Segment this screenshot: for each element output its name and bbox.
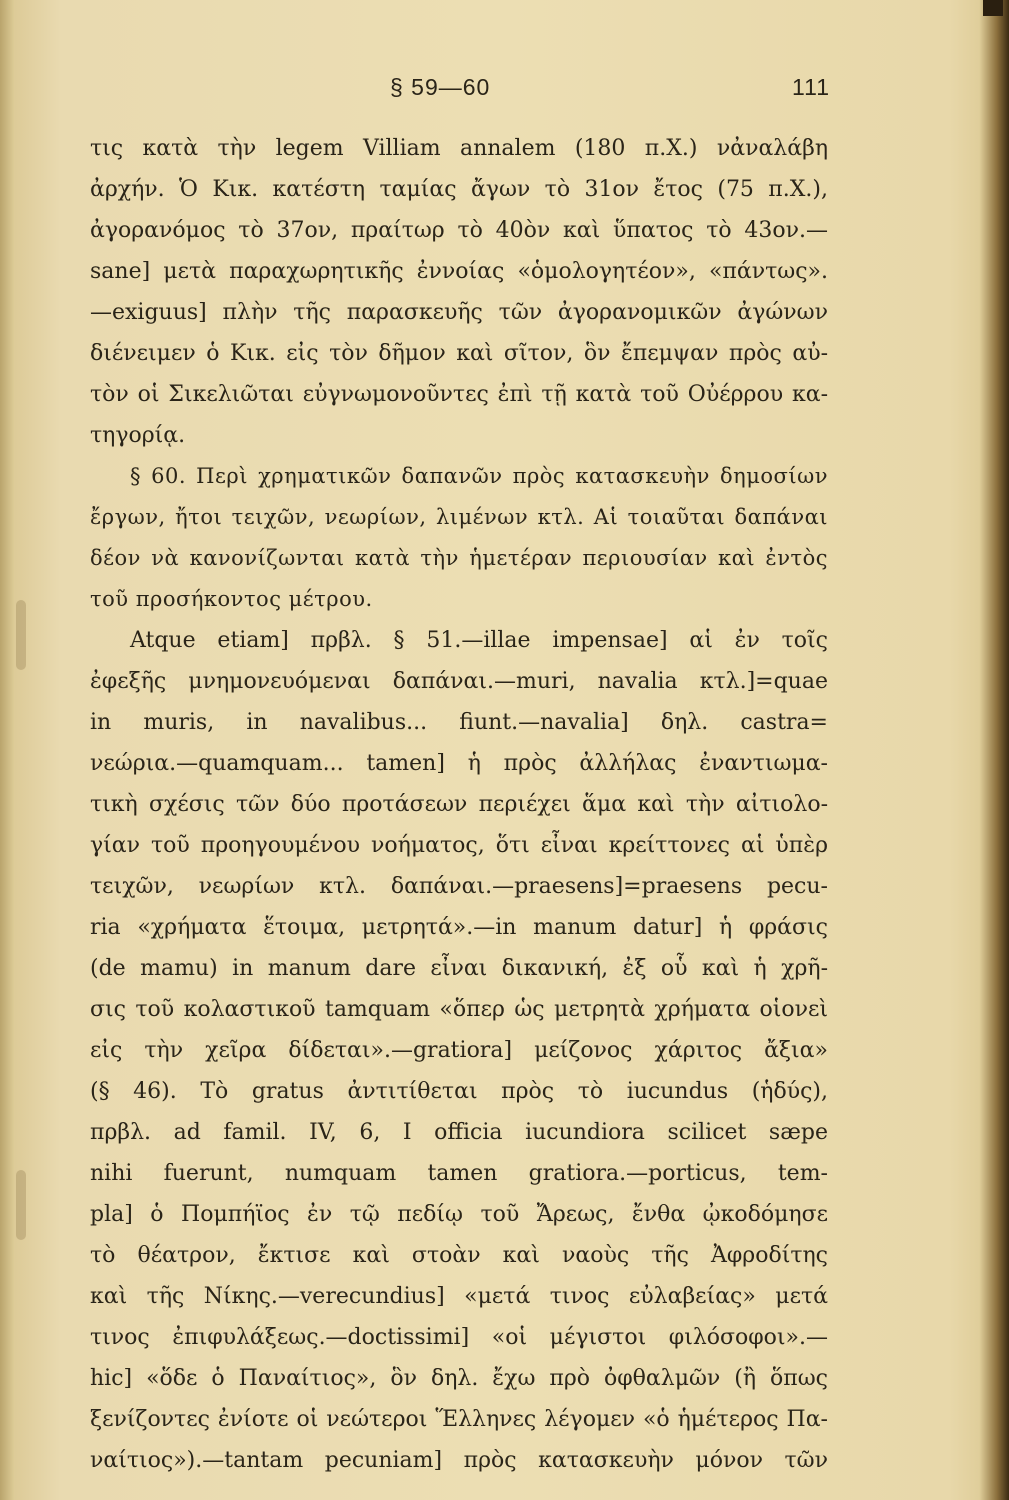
text-line: δέον νὰ κανονίζωνται κατὰ τὴν ἡμετέραν περιουσίαν καὶ ἐντὸς xyxy=(90,546,828,570)
text-line: τοῦ προσήκοντος μέτρου. xyxy=(90,587,373,611)
text-line: § 60. Περὶ χρηματικῶν δαπανῶν πρὸς κατασκευὴν δημοσίων xyxy=(130,464,828,488)
section-heading: § 59—60 xyxy=(390,74,491,100)
text-line: Atque etiam] πρβλ. § 51.—illae impensae] αἱ ἐν τοῖς xyxy=(130,628,828,653)
book-spine-edge xyxy=(979,0,1009,1500)
text-line: —exiguus] πλὴν τῆς παρασκευῆς τῶν ἀγορανομικῶν ἀγώνων xyxy=(90,300,828,325)
text-line: ria «χρήματα ἕτοιμα, μετρητά».—in manum datur] ἡ φράσις xyxy=(90,915,828,940)
text-line: διένειμεν ὁ Κικ. εἰς τὸν δῆμον καὶ σῖτον, ὃν ἔπεμψαν πρὸς αὐ- xyxy=(90,341,828,366)
binding-clip xyxy=(983,0,1003,16)
text-line: καὶ τῆς Νίκης.—verecundius] «μετά τινος εὐλαβείας» μετά xyxy=(90,1284,828,1309)
text-line: (de mamu) in manum dare εἶναι δικανική, ἐξ οὗ καὶ ἡ χρῆ- xyxy=(90,956,828,981)
text-line: τικὴ σχέσις τῶν δύο προτάσεων περιέχει ἅμα καὶ τὴν αἰτιολο- xyxy=(90,792,828,817)
running-header xyxy=(90,74,830,110)
text-line: ἀγορανόμος τὸ 37ον, πραίτωρ τὸ 40ὸν καὶ ὕπατος τὸ 43ον.— xyxy=(90,218,828,243)
text-line: τις κατὰ τὴν legem Villiam annalem (180 π.Χ.) νἀναλάβη xyxy=(90,136,828,161)
text-line: in muris, in navalibus... fiunt.—navalia] δηλ. castra= xyxy=(90,710,828,735)
text-line: (§ 46). Τὸ gratus ἀντιτίθεται πρὸς τὸ iucundus (ἡδύς), xyxy=(90,1079,828,1104)
text-line: hic] «ὅδε ὁ Παναίτιος», ὃν δηλ. ἔχω πρὸ ὀφθαλμῶν (ἢ ὅπως xyxy=(90,1366,828,1391)
text-line: ξενίζοντες ἐνίοτε οἱ νεώτεροι Ἕλληνες λέγομεν «ὁ ἡμέτερος Πα- xyxy=(90,1407,828,1432)
page-left-edge xyxy=(0,0,14,1500)
text-line: ἐφεξῆς μνημονευόμεναι δαπάναι.—muri, navalia κτλ.]=quae xyxy=(90,669,828,694)
text-line: ἔργων, ἤτοι τειχῶν, νεωρίων, λιμένων κτλ. Αἱ τοιαῦται δαπάναι xyxy=(90,505,828,529)
text-body xyxy=(90,128,828,1481)
margin-smudge xyxy=(16,600,26,670)
commentary-section-59 xyxy=(90,128,828,456)
text-line: πρβλ. ad famil. IV, 6, I officia iucundiora scilicet sæpe xyxy=(90,1120,828,1145)
text-line: νεώρια.—quamquam... tamen] ἡ πρὸς ἀλλήλας ἐναντιωμα- xyxy=(90,751,828,776)
margin-smudge xyxy=(16,1170,26,1240)
text-line: pla] ὁ Πομπήϊος ἐν τῷ πεδίῳ τοῦ Ἄρεως, ἔνθα ᾠκοδόμησε xyxy=(90,1202,828,1227)
text-line: τινος ἐπιφυλάξεως.—doctissimi] «οἱ μέγιστοι φιλόσοφοι».— xyxy=(90,1325,828,1350)
text-line: τὸν οἱ Σικελιῶται εὐγνωμονοῦντες ἐπὶ τῇ κατὰ τοῦ Οὐέρρου κα- xyxy=(90,382,828,407)
text-line: ἀρχήν. Ὁ Κικ. κατέστη ταμίας ἄγων τὸ 31ον ἔτος (75 π.Χ.), xyxy=(90,177,828,202)
text-line: sane] μετὰ παραχωρητικῆς ἐννοίας «ὁμολογητέον», «πάντως». xyxy=(90,259,828,284)
text-line: τὸ θέατρον, ἔκτισε καὶ στοὰν καὶ ναοὺς τῆς Ἀφροδίτης xyxy=(90,1243,828,1268)
text-line: εἰς τὴν χεῖρα δίδεται».—gratiora] μείζονος χάριτος ἄξια» xyxy=(90,1038,828,1063)
text-line: ναίτιος»).—tantam pecuniam] πρὸς κατασκευὴν μόνον τῶν xyxy=(90,1448,828,1473)
text-line: nihi fuerunt, numquam tamen gratiora.—porticus, tem- xyxy=(90,1161,828,1186)
text-line: σις τοῦ κολαστικοῦ tamquam «ὅπερ ὡς μετρητὰ χρήματα οἱονεὶ xyxy=(90,997,828,1022)
section-60-summary xyxy=(90,456,828,620)
text-line: γίαν τοῦ προηγουμένου νοήματος, ὅτι εἶναι κρείττονες αἱ ὑπὲρ xyxy=(90,833,828,858)
commentary-section-60 xyxy=(90,620,828,1481)
text-line: τηγορίᾳ. xyxy=(90,423,186,448)
text-line: τειχῶν, νεωρίων κτλ. δαπάναι.—praesens]=praesens pecu- xyxy=(90,874,828,899)
page-number: 111 xyxy=(792,74,830,100)
